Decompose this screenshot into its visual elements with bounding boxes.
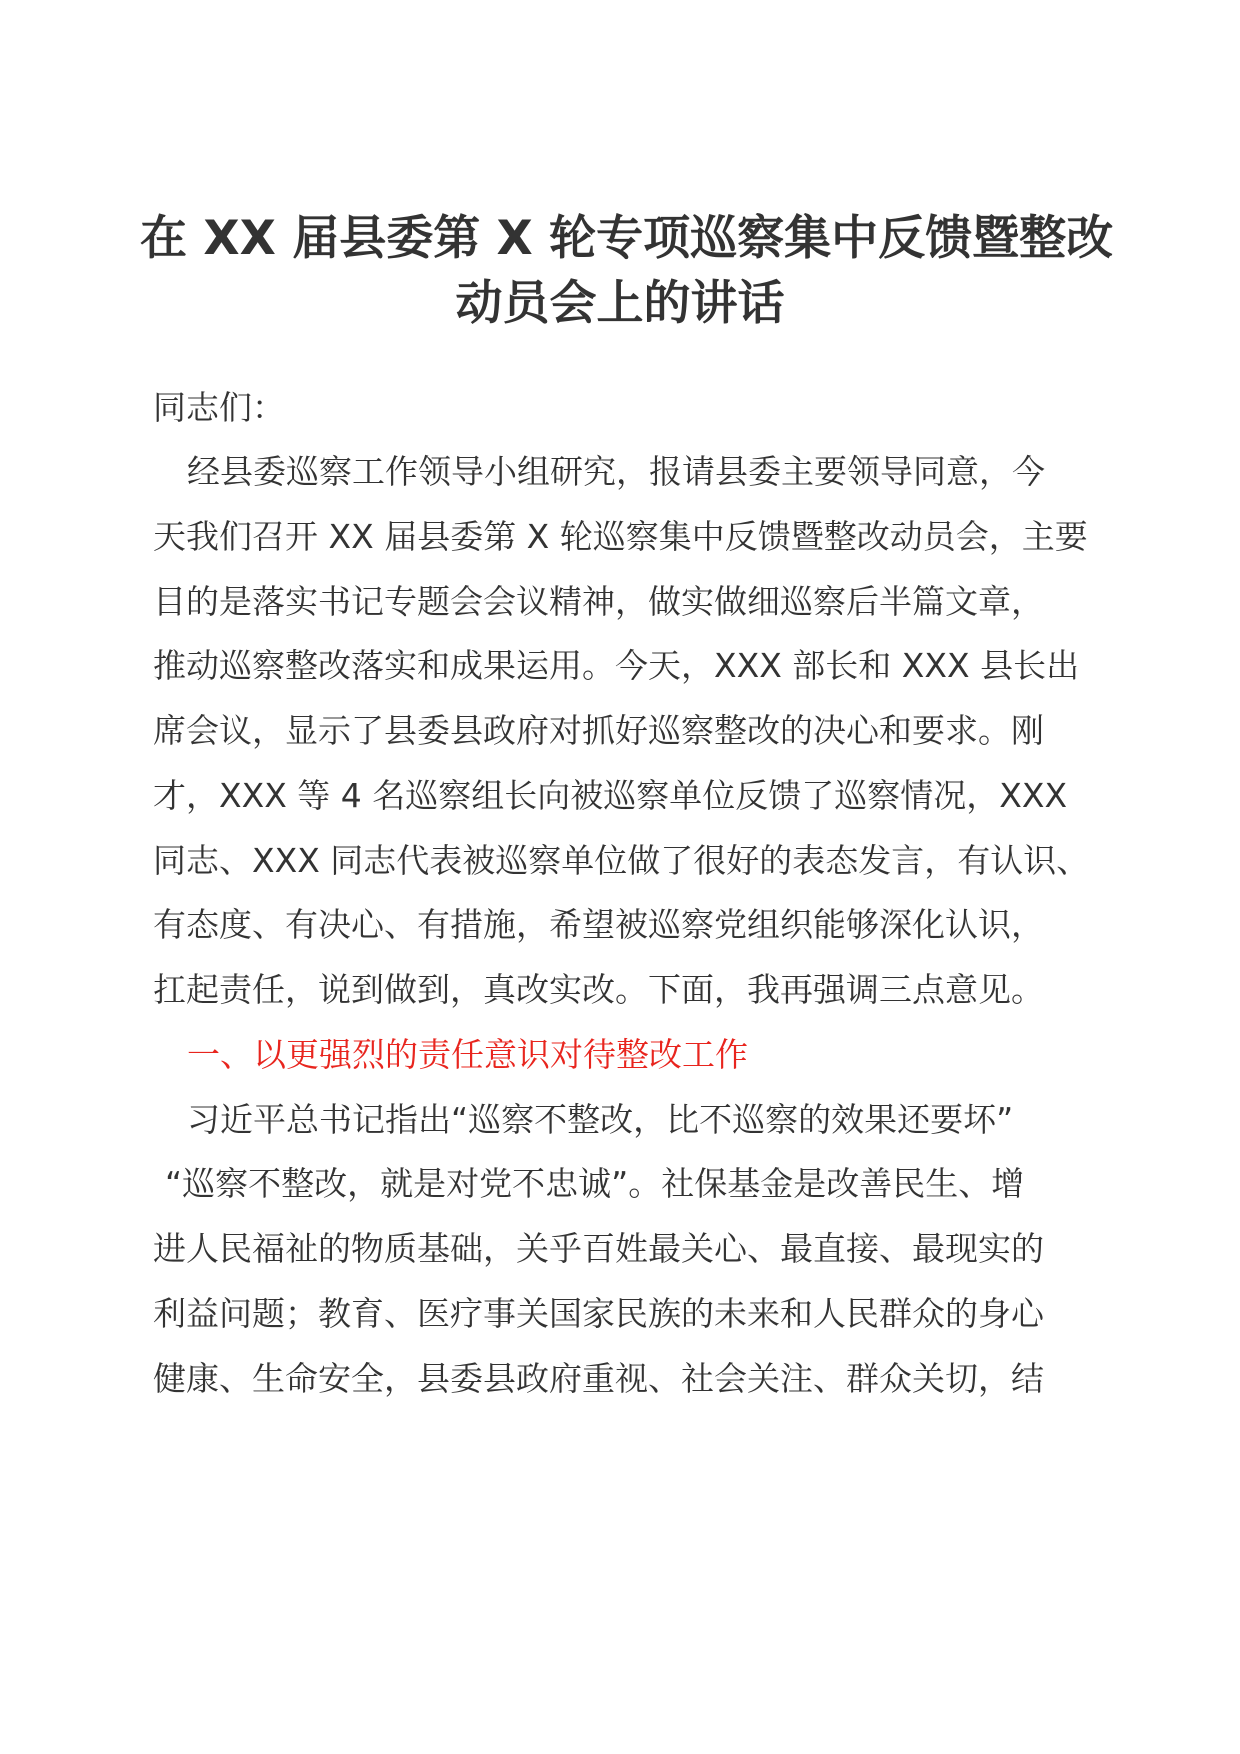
salutation: 同志们： — [153, 388, 285, 427]
title-line-2: 动员会上的讲话 — [455, 276, 785, 331]
paragraph-1-line-5: 席会议，显示了县委县政府对抓好巡察整改的决心和要求。刚 — [153, 711, 1044, 750]
paragraph-2-line-5: 健康、生命安全，县委县政府重视、社会关注、群众关切，结 — [153, 1359, 1044, 1398]
paragraph-2-line-1: 习近平总书记指出“巡察不整改，比不巡察的效果还要坏” — [187, 1100, 1014, 1139]
paragraph-1-line-3: 目的是落实书记专题会会议精神，做实做细巡察后半篇文章， — [153, 582, 1044, 621]
paragraph-1-line-8: 有态度、有决心、有措施，希望被巡察党组织能够深化认识， — [153, 905, 1044, 944]
title-line-1: 在 XX 届县委第 X 轮专项巡察集中反馈暨整改 — [140, 211, 1114, 266]
paragraph-1-line-2: 天我们召开 XX 届县委第 X 轮巡察集中反馈暨整改动员会，主要 — [153, 517, 1088, 556]
section-1-heading: 一、以更强烈的责任意识对待整改工作 — [187, 1035, 748, 1074]
document-title — [140, 206, 1114, 336]
paragraph-2-line-4: 利益问题；教育、医疗事关国家民族的未来和人民群众的身心 — [153, 1294, 1044, 1333]
paragraph-1-line-6: 才，XXX 等 4 名巡察组长向被巡察单位反馈了巡察情况，XXX — [153, 776, 1068, 815]
paragraph-1-line-1: 经县委巡察工作领导小组研究，报请县委主要领导同意，今 — [187, 452, 1045, 491]
paragraph-1-line-7: 同志、XXX 同志代表被巡察单位做了很好的表态发言，有认识、 — [153, 841, 1090, 880]
paragraph-2-line-2: “巡察不整改，就是对党不忠诚”。社保基金是改善民生、增 — [165, 1164, 1025, 1203]
paragraph-1-line-4: 推动巡察整改落实和成果运用。今天，XXX 部长和 XXX 县长出 — [153, 646, 1080, 685]
paragraph-1-line-9: 扛起责任，说到做到，真改实改。下面，我再强调三点意见。 — [153, 970, 1044, 1009]
paragraph-2-line-3: 进人民福祉的物质基础，关乎百姓最关心、最直接、最现实的 — [153, 1229, 1044, 1268]
